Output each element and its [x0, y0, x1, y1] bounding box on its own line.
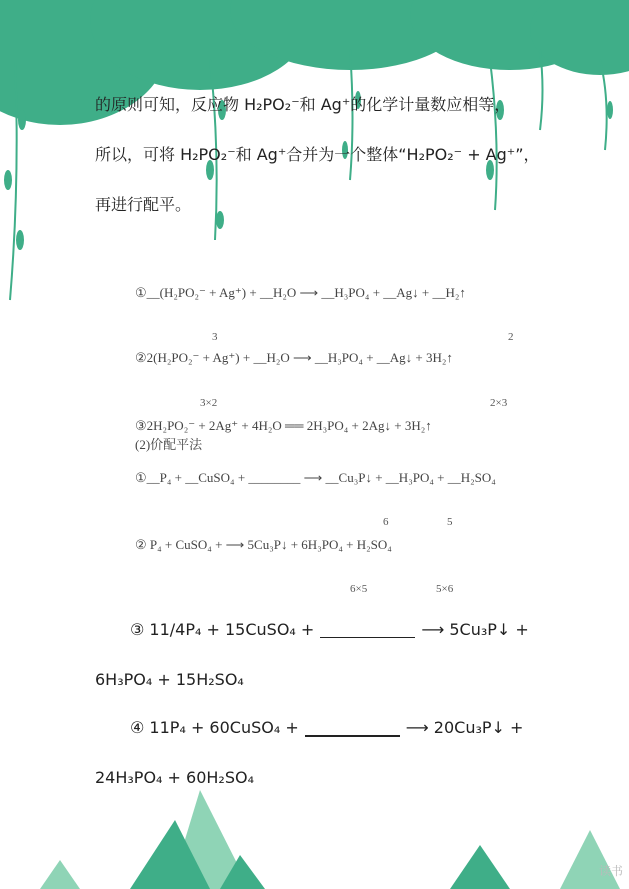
- equation-3-right: ⟶ 5Cu₃P↓ +: [421, 620, 529, 639]
- paragraph-line-2: 所以，可将 H₂PO₂⁻和 Ag⁺合并为一个整体“H₂PO₂⁻ + Ag⁺”，: [95, 145, 540, 164]
- equation-4-line-1: [130, 718, 523, 737]
- figure-eq2-right-number: 2×3: [490, 397, 508, 409]
- answer-blank-3[interactable]: [320, 623, 415, 638]
- figure-equation-4: ①__P₄ + __CuSO₄ + ________ ⟶ __Cu₃P↓ + __H₃PO₄ + __H₂SO₄: [135, 470, 496, 485]
- figure-eq5-left-number: 6×5: [350, 583, 368, 595]
- paragraph-line-1: 的原则可知，反应物 H₂PO₂⁻和 Ag⁺的化学计量数应相等，: [95, 95, 511, 114]
- equation-4-right: ⟶ 20Cu₃P↓ +: [405, 718, 524, 737]
- figure-eq1-left-number: 3: [212, 331, 218, 343]
- figure-equation-5: ② P₄ + CuSO₄ + ⟶ 5Cu₃P↓ + 6H₃PO₄ + H₂SO₄: [135, 537, 392, 552]
- figure-eq1-right-number: 2: [508, 331, 514, 343]
- figure-eq4-right-number: 5: [447, 516, 453, 528]
- figure-equation-3: ③2H₂PO₂⁻ + 2Ag⁺ + 4H₂O ══ 2H₃PO₄ + 2Ag↓ + 3H₂↑: [135, 418, 432, 433]
- figure-eq4-left-number: 6: [383, 516, 389, 528]
- figure-equation-2: ②2(H₂PO₂⁻ + Ag⁺) + __H₂O ⟶ __H₃PO₄ + __Ag↓ + 3H₂↑: [135, 350, 453, 365]
- figure-eq2-left-number: 3×2: [200, 397, 218, 409]
- figure-equation-1: ①__(H₂PO₂⁻ + Ag⁺) + __H₂O ⟶ __H₃PO₄ + __Ag↓ + __H₂↑: [135, 285, 466, 300]
- figure-method-heading: (2)价配平法: [135, 437, 203, 452]
- equation-3-left: ③ 11/4P₄ + 15CuSO₄ +: [130, 620, 315, 639]
- answer-blank-4[interactable]: [305, 721, 400, 737]
- equation-3-line-2: 6H₃PO₄ + 15H₂SO₄: [95, 670, 244, 689]
- figure-eq5-right-number: 5×6: [436, 583, 454, 595]
- equation-3-line-1: [130, 620, 529, 639]
- equation-4-left: ④ 11P₄ + 60CuSO₄ +: [130, 718, 299, 737]
- paragraph-line-3: 再进行配平。: [95, 195, 192, 214]
- watermark: 读书: [598, 864, 623, 878]
- equation-4-line-2: 24H₃PO₄ + 60H₂SO₄: [95, 768, 255, 787]
